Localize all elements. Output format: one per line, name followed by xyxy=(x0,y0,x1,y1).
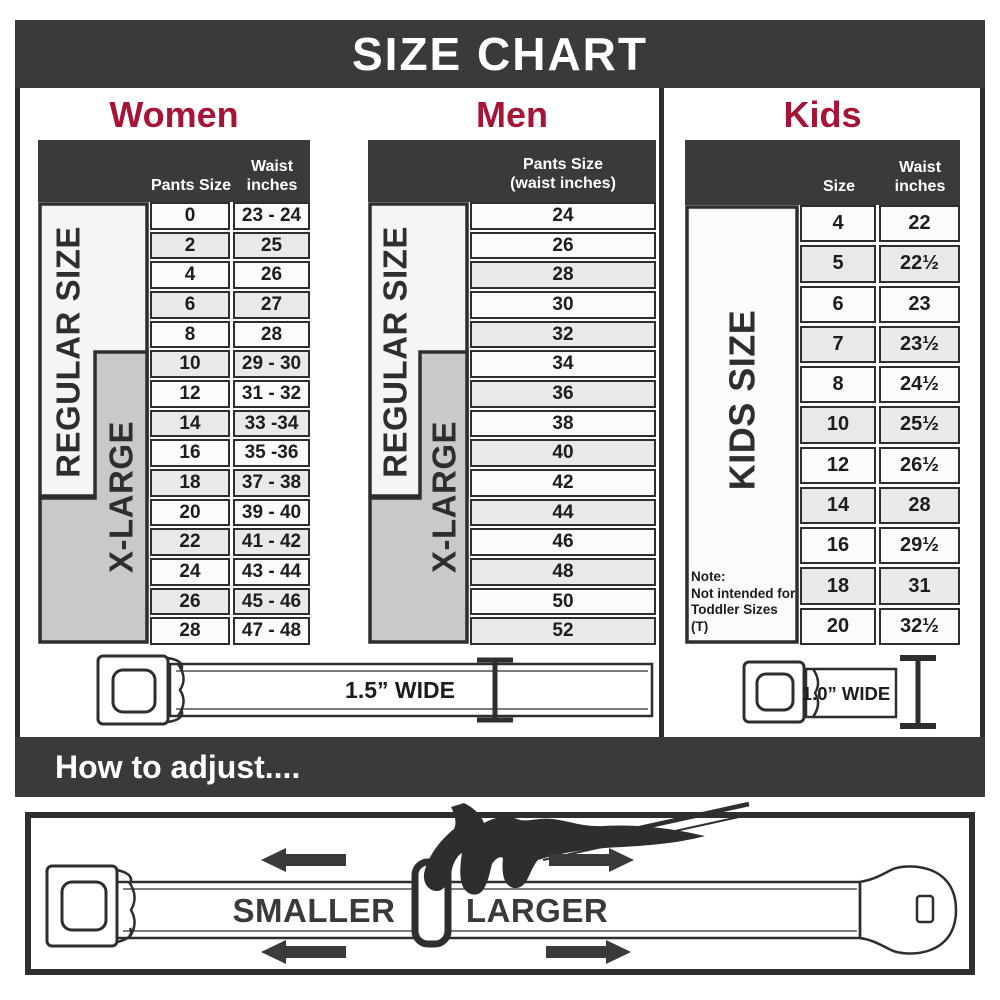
table-row xyxy=(150,588,310,616)
table-cell: 12 xyxy=(150,380,230,408)
table-cell: 22 xyxy=(879,205,960,242)
table-cell: 29½ xyxy=(879,527,960,564)
table-cell: 27 xyxy=(233,291,310,319)
women-size-table xyxy=(38,140,310,645)
table-cell: 26 xyxy=(233,261,310,289)
table-cell: 16 xyxy=(800,527,876,564)
table-row xyxy=(150,410,310,438)
table-cell: 23½ xyxy=(879,326,960,363)
table-cell: 47 - 48 xyxy=(233,617,310,645)
kids-note-title: Note: xyxy=(691,569,726,585)
table-cell: 22 xyxy=(150,528,230,556)
kids-note-line2: Toddler Sizes (T) xyxy=(691,602,778,634)
table-row xyxy=(470,261,656,289)
table-row xyxy=(800,406,960,443)
smaller-label: SMALLER xyxy=(232,892,396,929)
table-row xyxy=(150,617,310,645)
table-row xyxy=(800,487,960,524)
table-cell: 39 - 40 xyxy=(233,499,310,527)
table-row xyxy=(150,528,310,556)
adult-belt-illustration xyxy=(40,648,660,733)
table-cell: 26 xyxy=(150,588,230,616)
table-cell: 43 - 44 xyxy=(233,558,310,586)
kids-table-header xyxy=(685,140,960,205)
table-cell: 18 xyxy=(150,469,230,497)
table-cell: 12 xyxy=(800,447,876,484)
men-size-group-graphic xyxy=(368,202,470,645)
table-row xyxy=(150,321,310,349)
kids-size-header: Size xyxy=(822,178,855,196)
table-cell: 32½ xyxy=(879,608,960,645)
table-cell: 31 xyxy=(879,567,960,604)
buckle-button xyxy=(757,674,793,710)
table-cell: 10 xyxy=(800,406,876,443)
table-cell: 38 xyxy=(470,410,656,438)
table-row xyxy=(470,617,656,645)
women-heading: Women xyxy=(109,94,239,135)
left-arrow-icon xyxy=(261,940,286,964)
table-cell: 14 xyxy=(800,487,876,524)
right-arrow-shaft xyxy=(546,946,606,958)
women-regular-size-label: REGULAR SIZE xyxy=(49,226,87,478)
table-cell: 5 xyxy=(800,245,876,282)
table-cell: 22½ xyxy=(879,245,960,282)
table-cell: 37 - 38 xyxy=(233,469,310,497)
table-row xyxy=(150,350,310,378)
men-col-header-line1: Pants Size xyxy=(522,156,604,174)
table-row xyxy=(470,350,656,378)
table-row xyxy=(800,447,960,484)
belt-tip xyxy=(860,866,956,953)
table-row xyxy=(800,366,960,403)
men-col-header xyxy=(470,156,656,194)
table-cell: 46 xyxy=(470,528,656,556)
table-row xyxy=(800,567,960,604)
kids-waist-header xyxy=(881,159,959,197)
table-cell: 28 xyxy=(470,261,656,289)
table-cell: 24 xyxy=(150,558,230,586)
table-row xyxy=(800,326,960,363)
table-row xyxy=(150,380,310,408)
table-row xyxy=(470,439,656,467)
table-cell: 28 xyxy=(233,321,310,349)
seatbelt-buckle-icon xyxy=(98,656,168,724)
table-cell: 33 -34 xyxy=(233,410,310,438)
women-waist-header-line1: Waist xyxy=(250,158,294,176)
table-cell: 23 - 24 xyxy=(233,202,310,230)
page-title: SIZE CHART xyxy=(352,28,648,80)
kids-belt-illustration xyxy=(718,652,980,732)
women-size-group-graphic xyxy=(38,202,150,645)
table-cell: 40 xyxy=(470,439,656,467)
table-row xyxy=(470,528,656,556)
men-col-header-line2: (waist inches) xyxy=(510,175,616,193)
buckle-button xyxy=(113,670,155,712)
table-row xyxy=(470,558,656,586)
table-cell: 44 xyxy=(470,499,656,527)
table-row xyxy=(150,202,310,230)
title-band xyxy=(15,20,985,88)
women-table-header xyxy=(38,140,310,202)
table-cell: 2 xyxy=(150,232,230,260)
kids-size-table xyxy=(685,140,960,645)
table-row xyxy=(150,291,310,319)
table-row xyxy=(800,608,960,645)
left-arrow-icon xyxy=(261,848,286,872)
table-cell: 28 xyxy=(879,487,960,524)
table-cell: 18 xyxy=(800,567,876,604)
table-cell: 34 xyxy=(470,350,656,378)
right-arrow-shaft xyxy=(549,854,609,866)
table-cell: 8 xyxy=(150,321,230,349)
table-cell: 10 xyxy=(150,350,230,378)
men-size-table xyxy=(368,140,656,645)
kids-note xyxy=(691,569,797,635)
table-cell: 0 xyxy=(150,202,230,230)
women-table-body xyxy=(150,202,310,645)
table-cell: 24 xyxy=(470,202,656,230)
table-cell: 45 - 46 xyxy=(233,588,310,616)
men-regular-size-label: REGULAR SIZE xyxy=(376,226,414,478)
how-to-adjust-heading: How to adjust.... xyxy=(55,748,301,785)
table-cell: 4 xyxy=(800,205,876,242)
adjust-illustration-frame xyxy=(25,812,975,975)
table-cell: 36 xyxy=(470,380,656,408)
women-x-large-label: X-LARGE xyxy=(102,421,140,573)
right-arrow-icon xyxy=(606,940,631,964)
kids-belt-width-label: 1.0” WIDE xyxy=(801,683,891,704)
table-cell: 28 xyxy=(150,617,230,645)
table-row xyxy=(470,291,656,319)
table-cell: 50 xyxy=(470,588,656,616)
table-cell: 42 xyxy=(470,469,656,497)
table-cell: 25½ xyxy=(879,406,960,443)
kids-heading: Kids xyxy=(783,94,862,135)
women-waist-header xyxy=(234,158,310,196)
table-row xyxy=(150,232,310,260)
kids-waist-header-line1: Waist xyxy=(898,159,942,177)
left-arrow-shaft xyxy=(286,854,346,866)
table-cell: 30 xyxy=(470,291,656,319)
table-cell: 23 xyxy=(879,286,960,323)
table-cell: 20 xyxy=(150,499,230,527)
table-cell: 52 xyxy=(470,617,656,645)
adult-belt-width-label: 1.5” WIDE xyxy=(345,677,455,703)
kids-panel-divider xyxy=(659,88,664,737)
table-row xyxy=(150,499,310,527)
seatbelt-buckle-icon xyxy=(744,662,804,722)
table-cell: 16 xyxy=(150,439,230,467)
table-cell: 41 - 42 xyxy=(233,528,310,556)
kids-note-line1: Not intended for xyxy=(691,585,796,601)
table-row xyxy=(800,527,960,564)
table-row xyxy=(470,202,656,230)
table-row xyxy=(470,232,656,260)
table-cell: 6 xyxy=(800,286,876,323)
table-row xyxy=(150,261,310,289)
table-cell: 26½ xyxy=(879,447,960,484)
table-cell: 6 xyxy=(150,291,230,319)
table-row xyxy=(470,499,656,527)
kids-size-label: KIDS SIZE xyxy=(721,309,763,491)
table-row xyxy=(470,321,656,349)
belt-tip-hole xyxy=(917,896,933,922)
table-cell: 8 xyxy=(800,366,876,403)
how-to-adjust-band xyxy=(15,737,985,797)
table-cell: 14 xyxy=(150,410,230,438)
adjust-illustration xyxy=(31,818,969,969)
right-arrow-icon xyxy=(609,848,634,872)
women-waist-header-line2: inches xyxy=(246,177,298,195)
table-cell: 24½ xyxy=(879,366,960,403)
table-cell: 25 xyxy=(233,232,310,260)
table-cell: 29 - 30 xyxy=(233,350,310,378)
men-table-header xyxy=(368,140,656,202)
table-cell: 20 xyxy=(800,608,876,645)
men-x-large-label: X-LARGE xyxy=(425,421,463,573)
table-row xyxy=(470,588,656,616)
table-cell: 35 -36 xyxy=(233,439,310,467)
table-row xyxy=(800,286,960,323)
table-cell: 7 xyxy=(800,326,876,363)
table-cell: 48 xyxy=(470,558,656,586)
table-row xyxy=(150,439,310,467)
table-cell: 32 xyxy=(470,321,656,349)
table-row xyxy=(800,245,960,282)
belt-pinch xyxy=(178,664,184,716)
kids-table-body xyxy=(800,205,960,645)
men-heading: Men xyxy=(476,94,548,135)
larger-label: LARGER xyxy=(465,892,609,929)
buckle-button xyxy=(62,882,106,930)
table-cell: 26 xyxy=(470,232,656,260)
table-row xyxy=(470,410,656,438)
men-table-body xyxy=(470,202,656,645)
women-pants-size-header: Pants Size xyxy=(150,177,232,195)
table-row xyxy=(150,558,310,586)
kids-waist-header-line2: inches xyxy=(894,178,946,196)
table-cell: 4 xyxy=(150,261,230,289)
table-row xyxy=(470,469,656,497)
table-row xyxy=(800,205,960,242)
table-row xyxy=(150,469,310,497)
table-row xyxy=(470,380,656,408)
table-cell: 31 - 32 xyxy=(233,380,310,408)
left-arrow-shaft xyxy=(286,946,346,958)
